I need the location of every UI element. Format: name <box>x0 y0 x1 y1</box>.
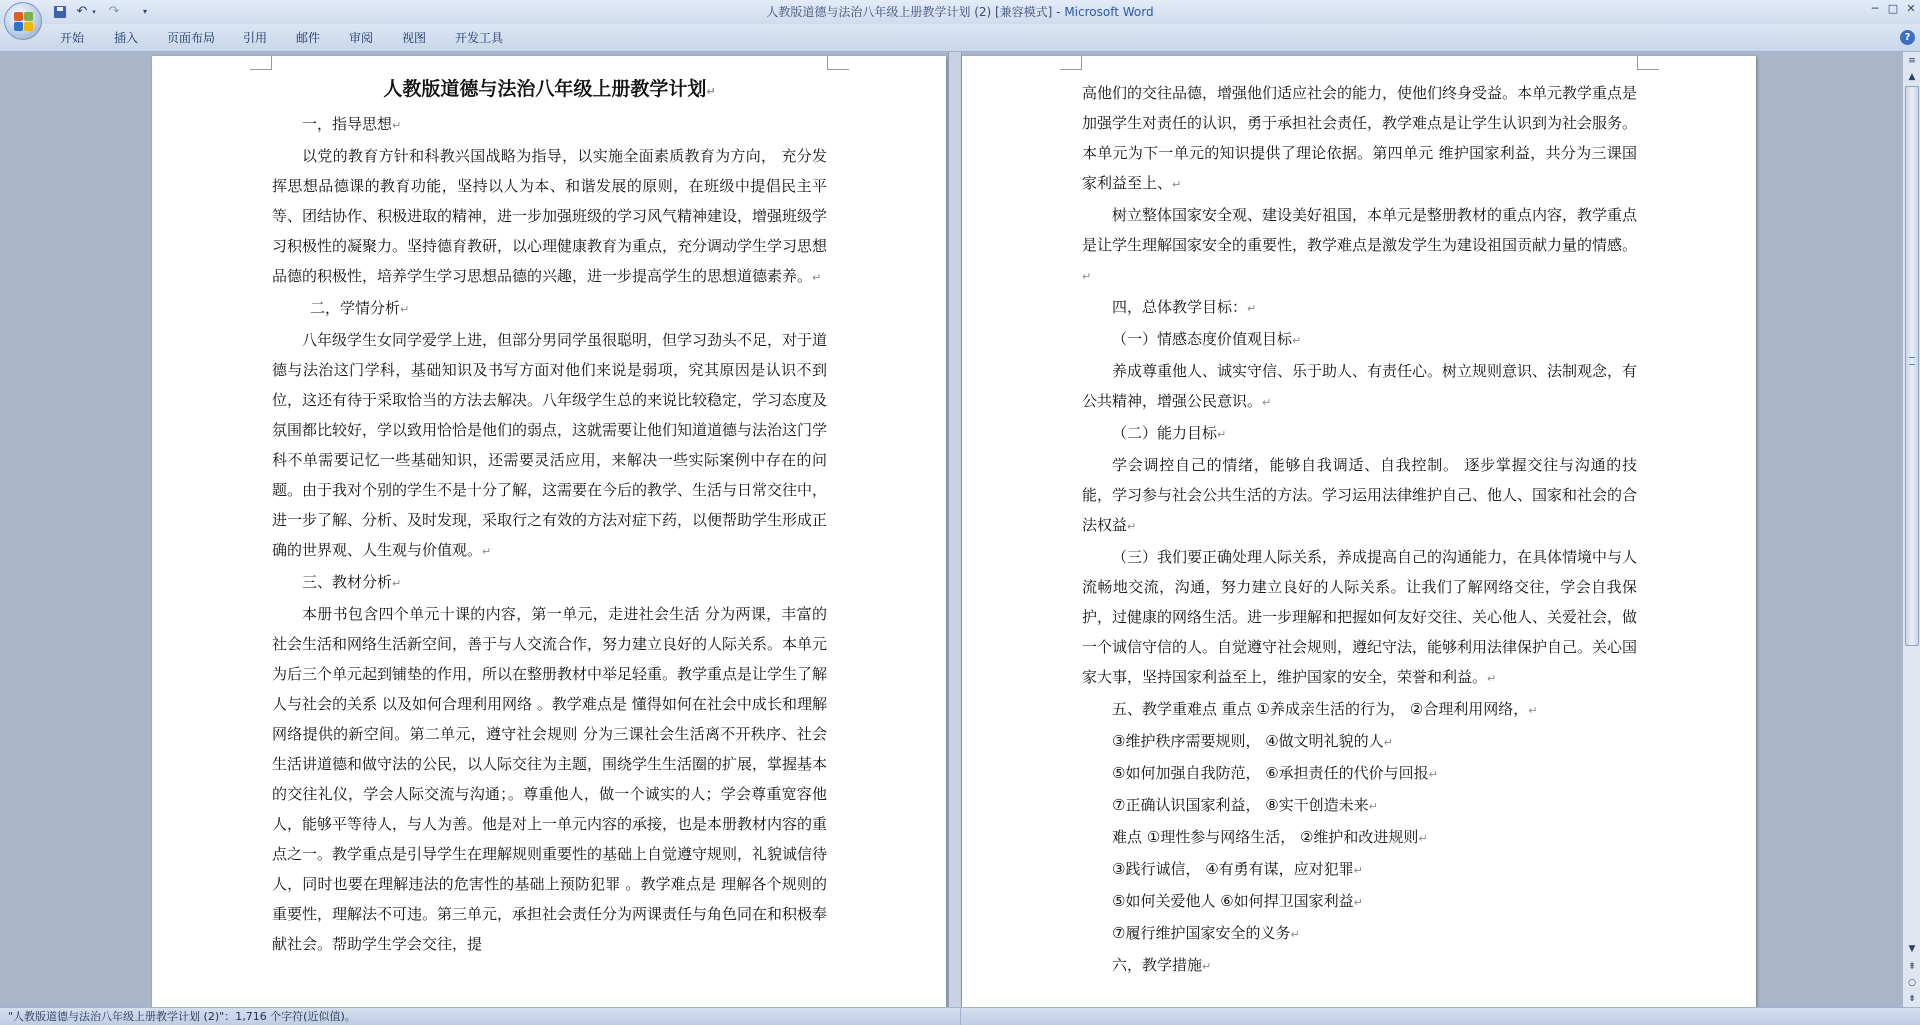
status-divider <box>960 1008 961 1025</box>
page-right[interactable] <box>962 56 1756 1007</box>
document-area <box>0 52 1902 1007</box>
paragraph: （三）我们要正确处理人际关系，养成提高自己的沟通能力，在具体情境中与人流畅地交流，沟通，努力建立良好的人际关系。让我们了解网络交往，学会自我保护，过健康的网络生活。进一步理解和把握如何友好交往、关心他人、关爱社会，做一个诚信守信的人。自觉遵守社会规则，遵纪守法，能够利用法律保护自己。关心国家大事，坚持国家利益至上，维护国家的安全，荣誉和利益。↵ <box>1082 548 1638 686</box>
ruler-toggle-icon[interactable]: ≡ <box>1908 56 1916 66</box>
select-browse-object-icon[interactable]: ○ <box>1908 978 1916 988</box>
tab-view[interactable]: 视图 <box>402 31 427 45</box>
next-page-icon[interactable]: ⇟ <box>1908 994 1916 1004</box>
list-item: ⑦履行维护国家安全的义务↵ <box>1112 924 1300 942</box>
heading-student-analysis: 二，学情分析↵ <box>310 299 410 317</box>
vertical-scrollbar[interactable] <box>1902 52 1920 1007</box>
tab-references[interactable]: 引用 <box>243 31 268 45</box>
heading-textbook-analysis: 三、教材分析↵ <box>302 573 402 591</box>
page-gap <box>948 52 962 1007</box>
app-name: Microsoft Word <box>1064 5 1154 19</box>
office-logo-icon <box>14 12 34 32</box>
list-item: ③践行诚信， ④有勇有谋，应对犯罪↵ <box>1112 860 1363 878</box>
margin-corner-mark <box>827 56 849 70</box>
redo-icon[interactable]: ↷ <box>108 4 120 19</box>
subheading-ability-goal: （二）能力目标↵ <box>1112 424 1227 442</box>
paragraph: 以党的教育方针和科教兴国战略为指导，以实施全面素质教育为方向， 充分发挥思想品德课的教育功能，坚持以人为本、和谐发展的原则，在班级中提倡民主平等、团结协作、积极进取的精神，进一步加强班级的学习风气精神建设，增强班级学习积极性的凝聚力。坚持德育教研，以心理健康教育为重点，充分调动学生学习思想品德的积极性，培养学生学习思想品德的兴趣，进一步提高学生的思想道德素养。↵ <box>272 147 828 285</box>
undo-icon[interactable]: ↶ <box>76 4 88 19</box>
previous-page-icon[interactable]: ⇞ <box>1908 962 1916 972</box>
customize-quick-access-icon[interactable]: ▾ <box>142 7 147 16</box>
scroll-down-icon[interactable]: ▼ <box>1908 944 1916 954</box>
list-item: ⑤如何加强自我防范， ⑥承担责任的代价与回报↵ <box>1112 764 1438 782</box>
tab-review[interactable]: 审阅 <box>349 31 374 45</box>
heading-overall-goals: 四，总体教学目标：↵ <box>1112 298 1257 316</box>
tab-page-layout[interactable]: 页面布局 <box>167 31 216 45</box>
help-icon[interactable]: ? <box>1900 30 1915 45</box>
paragraph: 高他们的交往品德，增强他们适应社会的能力，使他们终身受益。本单元教学重点是加强学生对责任的认识，勇于承担社会责任，教学难点是让学生认识到为社会服务。本单元为下一单元的知识提供了理论依据。第四单元 维护国家利益，共分为三课国家利益至上、↵ <box>1082 84 1638 192</box>
margin-corner-mark <box>250 56 272 70</box>
heading-key-points: 五、教学重难点 重点 ①养成亲生活的行为， ②合理利用网络，↵ <box>1112 700 1538 718</box>
window-title <box>0 4 1920 20</box>
paragraph: 树立整体国家安全观、建设美好祖国，本单元是整册教材的重点内容，教学重点是让学生理解国家安全的重要性，教学难点是激发学生为建设祖国贡献力量的情感。↵ <box>1082 206 1638 283</box>
scroll-up-icon[interactable]: ▲ <box>1908 72 1916 82</box>
paragraph: 八年级学生女同学爱学上进，但部分男同学虽很聪明，但学习劲头不足，对于道德与法治这门学科，基础知识及书写方面对他们来说是弱项，究其原因是认识不到位，这还有待于采取恰当的方法去解决。八年级学生总的来说比较稳定，学习态度及氛围都比较好，学以致用恰恰是他们的弱点，这就需要让他们知道道德与法治这门学科不单需要记忆一些基础知识，还需要灵活应用，来解决一些实际案例中存在的问题。由于我对个别的学生不是十分了解，这需要在今后的教学、生活与日常交往中，进一步了解、分析、及时发现，采取行之有效的方法对症下药，以便帮助学生形成正确的世界观、人生观与价值观。↵ <box>272 331 828 559</box>
document-heading: 人教版道德与法治八年级上册教学计划↵ <box>383 78 716 100</box>
close-button[interactable]: ✕ <box>1906 2 1916 15</box>
page-left-text[interactable] <box>272 74 827 959</box>
margin-corner-mark <box>1637 56 1659 70</box>
tab-insert[interactable]: 插入 <box>114 31 139 45</box>
paragraph: 养成尊重他人、诚实守信、乐于助人、有责任心。树立规则意识、法制观念，有公共精神，增强公民意识。↵ <box>1082 362 1638 410</box>
ribbon-tab-bar <box>0 24 1920 52</box>
tab-home[interactable]: 开始 <box>60 31 85 45</box>
paragraph: 本册书包含四个单元十课的内容，第一单元，走进社会生活 分为两课，丰富的社会生活和网络生活新空间，善于与人交流合作，努力建立良好的人际关系。本单元为后三个单元起到铺垫的作用，所以在整册教材中举足轻重。教学重点是让学生了解人与社会的关系 以及如何合理利用网络 。教学难点是 懂得如何在社会中成长和理解网络提供的新空间。第二单元，遵守社会规则 分为三课社会生活离不开秩序、社会生活讲道德和做守法的公民，以人际交往为主题，围绕学生生活圈的扩展，掌握基本的交往礼仪，学会人际交流与沟通；。尊重他人，做一个诚实的人；学会尊重宽容他人，能够平等待人，与人为善。他是对上一单元内容的承接，也是本册教材内容的重点之一。教学重点是引导学生在理解规则重要性的基础上自觉遵守规则，礼貌诚信待人，同时也要在理解违法的危害性的基础上预防犯罪 。教学难点是 理解各个规则的重要性，理解法不可违。第三单元，承担社会责任分为两课责任与角色同在和积极奉献社会。帮助学生学会交往，提 <box>272 605 828 953</box>
list-item: ③维护秩序需要规则， ④做文明礼貌的人↵ <box>1112 732 1393 750</box>
status-bar <box>0 1007 1920 1025</box>
list-item: ⑤如何关爱他人 ⑥如何捍卫国家利益↵ <box>1112 892 1363 910</box>
undo-dropdown-icon[interactable]: ▾ <box>92 8 96 16</box>
grip-icon <box>1909 357 1915 365</box>
margin-corner-mark <box>1060 56 1082 70</box>
heading-teaching-measures: 六，教学措施↵ <box>1112 956 1212 974</box>
status-word-count: "人教版道德与法治八年级上册教学计划 (2)"：1,716 个字符(近似值)。 <box>8 1010 356 1023</box>
heading-guiding-ideology: 一，指导思想↵ <box>302 115 402 133</box>
paragraph: 学会调控自己的情绪，能够自我调适、自我控制。 逐步掌握交往与沟通的技能，学习参与社会公共生活的方法。学习运用法律维护自己、他人、国家和社会的合法权益↵ <box>1082 456 1638 534</box>
office-button[interactable] <box>4 2 42 40</box>
scrollbar-thumb[interactable] <box>1905 86 1919 646</box>
subheading-values-goal: （一）情感态度价值观目标↵ <box>1112 330 1302 348</box>
minimize-button[interactable]: ─ <box>1871 2 1879 15</box>
list-item: ⑦正确认识国家利益， ⑧实干创造未来↵ <box>1112 796 1378 814</box>
document-title: 人教版道德与法治八年级上册教学计划 (2) [兼容模式] - <box>766 5 1065 19</box>
tab-mailings[interactable]: 邮件 <box>296 31 321 45</box>
title-bar <box>0 0 1920 24</box>
page-right-text[interactable] <box>1082 78 1637 982</box>
list-item: 难点 ①理性参与网络生活， ②维护和改进规则↵ <box>1112 828 1428 846</box>
tab-developer[interactable]: 开发工具 <box>455 31 504 45</box>
page-left[interactable] <box>152 56 946 1007</box>
maximize-button[interactable]: □ <box>1887 2 1899 15</box>
